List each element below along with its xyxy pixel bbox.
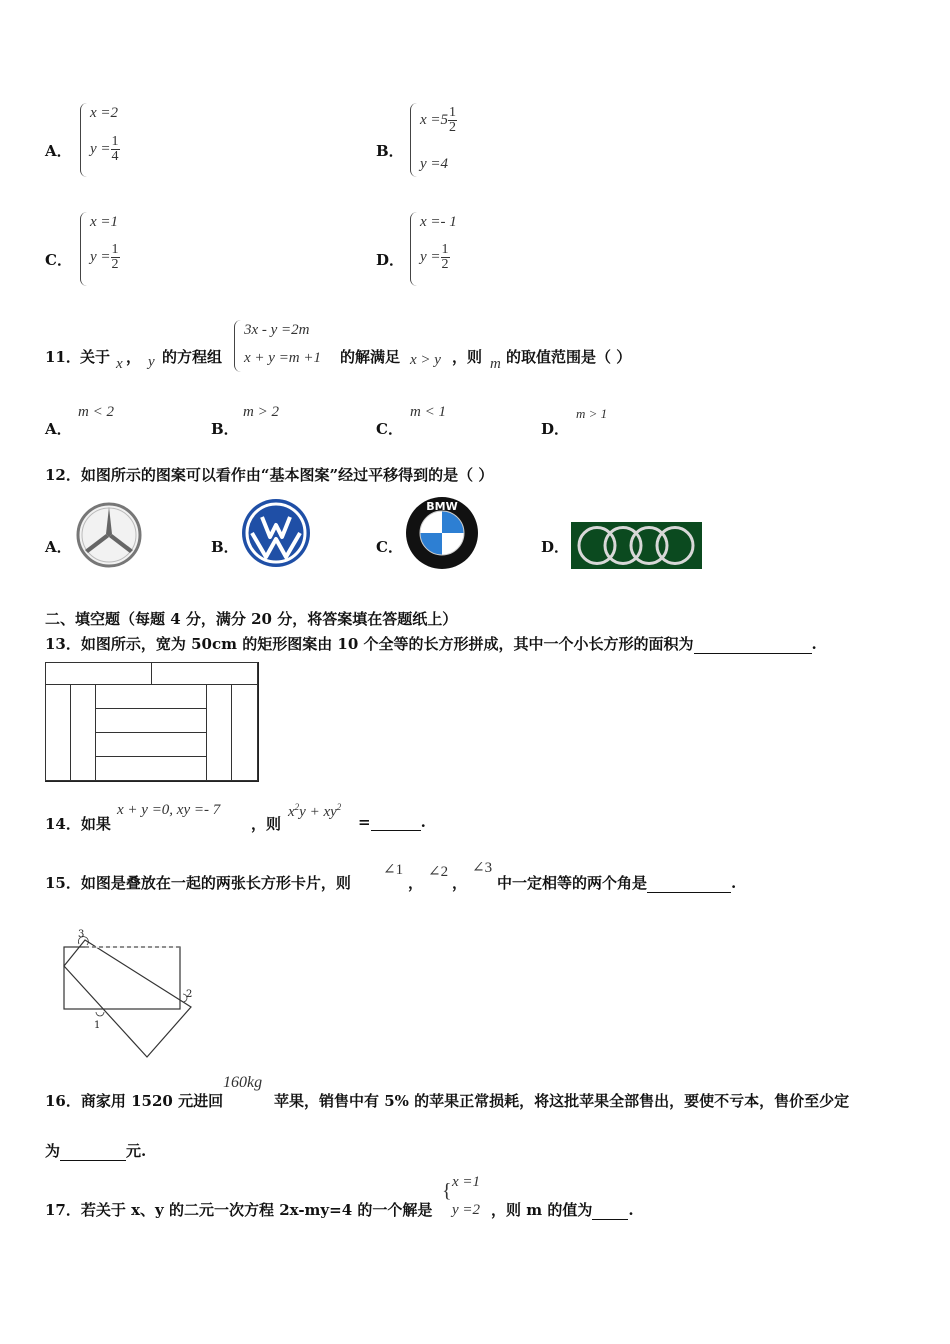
mass: 160kg <box>223 1074 263 1091</box>
option-label: B． <box>376 142 404 160</box>
brace <box>80 103 87 177</box>
option-label: D． <box>541 538 570 556</box>
q13-text: 13．如图所示，宽为 50cm 的矩形图案由 10 个全等的长方形拼成，其中一个小长方形的面积为 . <box>45 635 817 653</box>
option-label: C． <box>376 538 403 556</box>
var-y: y <box>148 354 155 370</box>
brace <box>234 320 241 372</box>
q11-text-4: ，则 <box>452 348 483 366</box>
eq-y: y = $\frac{1}{2}$ <box>420 242 449 272</box>
q11-text-2: 的方程组 <box>162 348 223 366</box>
bmw-logo <box>405 496 479 570</box>
angle-2: ∠2 <box>428 864 449 880</box>
q14-condition: x + y =0, xy =- 7 <box>117 802 221 818</box>
answer-blank[interactable] <box>694 653 812 654</box>
q11-text-5: 的取值范围是（ ） <box>506 348 632 366</box>
answer-blank[interactable] <box>647 892 731 893</box>
q14-expression: $x^2y + xy^2$ <box>288 802 342 820</box>
option-expr: m > 1 <box>576 406 608 421</box>
svg-text:BMW: BMW <box>426 500 458 513</box>
q16-answer: 为 元. <box>45 1142 147 1160</box>
angle-1: ∠1 <box>383 862 404 878</box>
q14-text-1: 14．如果 <box>45 815 111 833</box>
option-label: D． <box>376 251 405 269</box>
option-label: C． <box>45 251 72 269</box>
eq-y: y =4 <box>420 156 449 172</box>
option-label: C． <box>376 420 403 438</box>
eq-y: y = $\frac{1}{2}$ <box>90 242 119 272</box>
q15-text-1: 15．如图是叠放在一起的两张长方形卡片，则 <box>45 874 351 892</box>
q12-text: 12．如图所示的图案可以看作由“基本图案”经过平移得到的是（ ） <box>45 466 494 484</box>
overlapping-cards-figure <box>55 920 200 1060</box>
eq-x: x =1 <box>90 214 119 230</box>
volkswagen-logo <box>240 497 312 569</box>
solution-y: y =2 <box>452 1202 481 1218</box>
system-eq-2: x + y =m +1 <box>244 350 322 366</box>
comma: ， <box>452 874 468 892</box>
q16-text-2: 苹果，销售中有 5% 的苹果正常损耗，将这批苹果全部售出，要使不亏本，售价至少定 <box>274 1092 850 1110</box>
option-expr: m > 2 <box>243 404 279 420</box>
brace <box>410 103 417 177</box>
option-label: B． <box>211 420 239 438</box>
condition: x > y <box>410 352 441 368</box>
eq-x: x =- 1 <box>420 214 457 230</box>
comma: ， <box>126 348 142 366</box>
section-heading: 二、填空题（每题 4 分，满分 20 分，将答案填在答题纸上） <box>45 610 458 628</box>
answer-blank[interactable] <box>592 1219 628 1220</box>
option-label: A． <box>45 142 72 160</box>
answer-blank[interactable] <box>60 1160 126 1161</box>
brace: { <box>442 1180 452 1202</box>
option-expr: m < 2 <box>78 404 114 420</box>
eq-x: x =5 $\frac{1}{2}$ <box>420 105 457 135</box>
eq-x: x =2 <box>90 105 119 121</box>
fig-label-1: 1 <box>94 1020 101 1031</box>
option-expr: m < 1 <box>410 404 446 420</box>
option-label: A． <box>45 538 72 556</box>
q11-text-1: 关于 <box>80 348 111 366</box>
option-label: B． <box>211 538 239 556</box>
fig-label-2: 2 <box>186 989 193 1000</box>
audi-logo <box>571 522 702 569</box>
comma: ， <box>408 874 424 892</box>
q16-text-1: 16．商家用 1520 元进回 <box>45 1092 224 1110</box>
angle-3: ∠3 <box>472 860 493 876</box>
system-eq-1: 3x - y =2m <box>244 322 310 338</box>
option-label: D． <box>541 420 570 438</box>
brace <box>410 212 417 286</box>
var-x: x <box>116 356 123 372</box>
eq-y: y = $\frac{1}{4}$ <box>90 134 119 164</box>
q15-answer: 中一定相等的两个角是 . <box>497 874 737 892</box>
q14-answer: = . <box>358 813 426 831</box>
answer-blank[interactable] <box>371 830 421 831</box>
q17-text-1: 17．若关于 x、y 的二元一次方程 2x-my=4 的一个解是 <box>45 1201 433 1219</box>
q17-answer: ，则 m 的值为 . <box>491 1201 634 1219</box>
q11-text-3: 的解满足 <box>340 348 401 366</box>
q11-number: 11． <box>45 348 81 366</box>
var-m: m <box>490 356 501 372</box>
fig-label-3: 3 <box>78 929 85 940</box>
option-label: A． <box>45 420 72 438</box>
solution-x: x =1 <box>452 1174 481 1190</box>
q14-text-2: ，则 <box>251 815 282 833</box>
mercedes-logo <box>75 501 143 569</box>
brace <box>80 212 87 286</box>
